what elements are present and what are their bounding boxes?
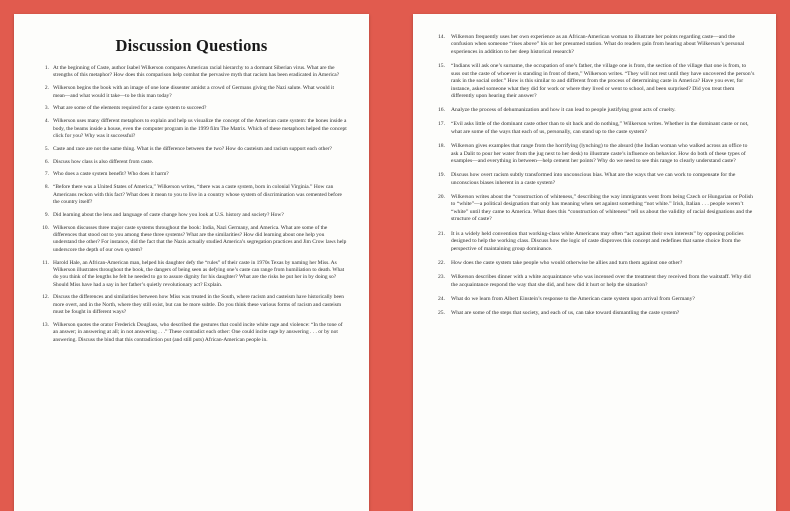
question-text: Wilkerson gives examples that range from the horrifying (lynching) to the absurd (the Indian woman who walked across an office to ask a Dalit to pour her water from the jug next to her desk) to illustrate caste’s influence on behavior. How do both of these types of examples—and everything in between—help cement her points? Why do we need to see this range to clearly understand caste? <box>451 143 748 165</box>
question-number: 24. <box>438 295 445 302</box>
question-number: 23. <box>438 274 445 281</box>
question-item <box>36 159 347 166</box>
question-number: 6. <box>44 158 49 165</box>
question-number: 10. <box>42 224 49 231</box>
question-text: “Indians will ask one’s surname, the occupation of one’s father, the village one is from, the section of the village that one is from, to suss out the caste of whoever is standing in front of them,” Wilkerson writes. “They will not rest until they have uncovered the person’s rank in the social order.” How is this similar to and different from the process of determining caste in America? Have you ever, for instance, asked someone what they did for work or where they lived or went to school, and been surprised? Did you treat them differently upon hearing their answer? <box>451 63 755 99</box>
question-text: Harold Hale, an African-American man, helped his daughter defy the “rules” of their caste in 1970s Texas by naming her Miss. As Wilkerson illustrates throughout the book, the dangers of being seen as defying one’s caste can range from humiliation to death. What do you think of the lengths he felt he needed to go to assure dignity for his daughter? What are the risks he put her in by doing so? Should Miss have had a say in her father’s quietly revolutionary act? Explain. <box>53 259 345 288</box>
page-title: Discussion Questions <box>115 36 268 55</box>
question-number: 8. <box>44 184 49 191</box>
question-item <box>433 143 756 165</box>
question-text: What are some of the steps that society, and each of us, can take toward dismantling the caste system? <box>451 310 680 316</box>
question-text: Wilkerson quotes the orator Frederick Douglass, who described the gestures that could incite white rage and violence: “In the tone of an answer; in answering at all; in not answering . . .” These contradict each other: One could incite rage by answering . . . or by not answering. Discuss the bind that this contradiction put (and still puts) African-American people in. <box>53 321 343 343</box>
question-item <box>433 231 756 253</box>
question-text: Discuss the differences and similarities between how Miss was treated in the South, where racism and casteism have historically been more overt, and in the North, where they still exist, but can be more subtle. Do you think these various forms of racism and casteism must be fought in different ways? <box>53 294 345 316</box>
question-item <box>36 260 347 289</box>
question-item <box>433 63 756 100</box>
question-number: 5. <box>44 145 49 152</box>
question-item <box>433 296 756 303</box>
question-text: Who does a caste system benefit? Who does it harm? <box>53 171 169 178</box>
question-text: Caste and race are not the same thing. What is the difference between the two? How do casteism and racism support each other? <box>53 145 332 152</box>
question-item <box>433 310 756 317</box>
question-item <box>36 294 347 316</box>
question-item <box>36 85 347 100</box>
question-item <box>36 118 347 140</box>
question-list-right <box>433 34 756 317</box>
question-list-left <box>36 65 347 344</box>
question-number: 15. <box>438 63 445 70</box>
question-text: What are some of the elements required for a caste system to succeed? <box>53 105 207 112</box>
question-text: Wilkerson writes about the “construction of whiteness,” describing the way immigrants went from being Czech or Hungarian or Polish to “white”—a political designation that only has meaning when set against something “not white.” Irish, Italian . . . people weren’t “white” until they came to America. What does this “construction of whiteness” tell us about the validity of racial designations and the structure of caste? <box>451 194 753 223</box>
question-item <box>36 184 347 206</box>
question-number: 17. <box>438 121 445 128</box>
question-text: “Before there was a United States of America,” Wilkerson writes, “there was a caste system, born in colonial Virginia.” How can Americans reckon with this fact? What does it mean to you to live in a country whose system of discrimination was cemented before the country itself? <box>53 184 342 205</box>
question-text: Wilkerson begins the book with an image of one lone dissenter amidst a crowd of Germans giving the Nazi salute. What would it mean—and what would it take—to be this man today? <box>53 85 335 99</box>
question-number: 19. <box>438 172 445 179</box>
question-text: Wilkerson frequently uses her own experience as an African-American woman to illustrate her points regarding caste—and the confusion when someone “rises above” his or her presumed station. What do readers gain from hearing about Wilkerson’s personal experiences in addition to her deep historical research? <box>451 34 745 55</box>
question-item <box>433 107 756 114</box>
question-item <box>36 212 347 219</box>
question-number: 20. <box>438 194 445 201</box>
question-number: 1. <box>44 65 49 71</box>
question-text: Wilkerson describes dinner with a white acquaintance who was incensed over the treatment they received from the waitstaff. Why did the acquaintance respond the way that she did, and how did it hurt or help the situation? <box>451 274 751 288</box>
question-item <box>36 225 347 254</box>
question-item <box>433 172 756 187</box>
question-item <box>433 260 756 267</box>
question-text: At the beginning of Caste, author Isabel Wilkerson compares American racial hierarchy to a dormant Siberian virus. What are the strengths of this metaphor? How does this comparison help combat the pervasive myth that racism has been eradicated in America? <box>53 65 340 79</box>
question-item <box>433 121 756 136</box>
question-item <box>36 65 347 80</box>
question-text: Did learning about the lens and language of caste change how you look at U.S. history and society? How? <box>53 211 284 218</box>
right-page <box>413 14 776 511</box>
left-page <box>14 14 369 511</box>
question-item <box>36 322 347 344</box>
question-number: 14. <box>438 34 445 40</box>
question-number: 11. <box>42 259 49 266</box>
question-number: 4. <box>44 118 49 125</box>
question-number: 12. <box>42 294 49 301</box>
question-text: What do we learn from Albert Einstein’s response to the American caste system upon arrival from Germany? <box>451 295 695 302</box>
question-text: Wilkerson uses many different metaphors to explain and help us visualize the concept of the American caste system: the bones inside a body, the beams inside a house, even the computer program in the 1999 film The Matrix. Which of these metaphors helped the concept click for you? Why was it successful? <box>53 118 347 139</box>
question-number: 3. <box>44 105 49 112</box>
question-number: 16. <box>438 107 445 114</box>
question-number: 22. <box>438 259 445 266</box>
question-text: How does the caste system take people who would otherwise be allies and turn them against one other? <box>451 259 683 266</box>
question-text: Wilkerson discusses three major caste systems throughout the book: India, Nazi Germany, and America. What are some of the differences that stood out to you among these three systems? What are the similarities? How did learning about one help you understand the other? For instance, did the fact that the Nazis actually studied America’s segregation practices and Jim Crow laws help underscore the depth of our own system? <box>53 224 347 253</box>
question-number: 25. <box>438 310 445 316</box>
question-item <box>36 105 347 112</box>
question-number: 7. <box>44 171 49 178</box>
question-item <box>433 274 756 289</box>
question-number: 9. <box>44 211 49 218</box>
question-number: 21. <box>438 230 445 237</box>
question-item <box>433 194 756 224</box>
question-text: “Evil asks little of the dominant caste other than to sit back and do nothing,” Wilkerson writes. Whether in the dominant caste or not, what are some of the ways that each of us, personally, can stand up to the caste system? <box>451 121 749 135</box>
question-text: Discuss how class is also different from caste. <box>53 158 154 165</box>
question-item <box>433 34 756 56</box>
question-text: Analyze the process of dehumanization and how it can lead to people justifying great acts of cruelty. <box>451 107 676 114</box>
question-number: 18. <box>438 143 445 150</box>
question-text: Discuss how overt racism subtly transformed into unconscious bias. What are the ways that we can work to compensate for the unconscious biases inherent in a caste system? <box>451 172 736 186</box>
question-item <box>36 146 347 153</box>
question-item <box>36 171 347 178</box>
question-number: 13. <box>42 321 49 328</box>
question-number: 2. <box>44 85 49 92</box>
question-text: It is a widely held convention that working-class white Americans may often “act against their own interests” by opposing policies designed to help the working class. Discuss how the logic of caste disproves this concept and redefines that same choice from the perspective of maintaining group dominance. <box>451 230 744 252</box>
